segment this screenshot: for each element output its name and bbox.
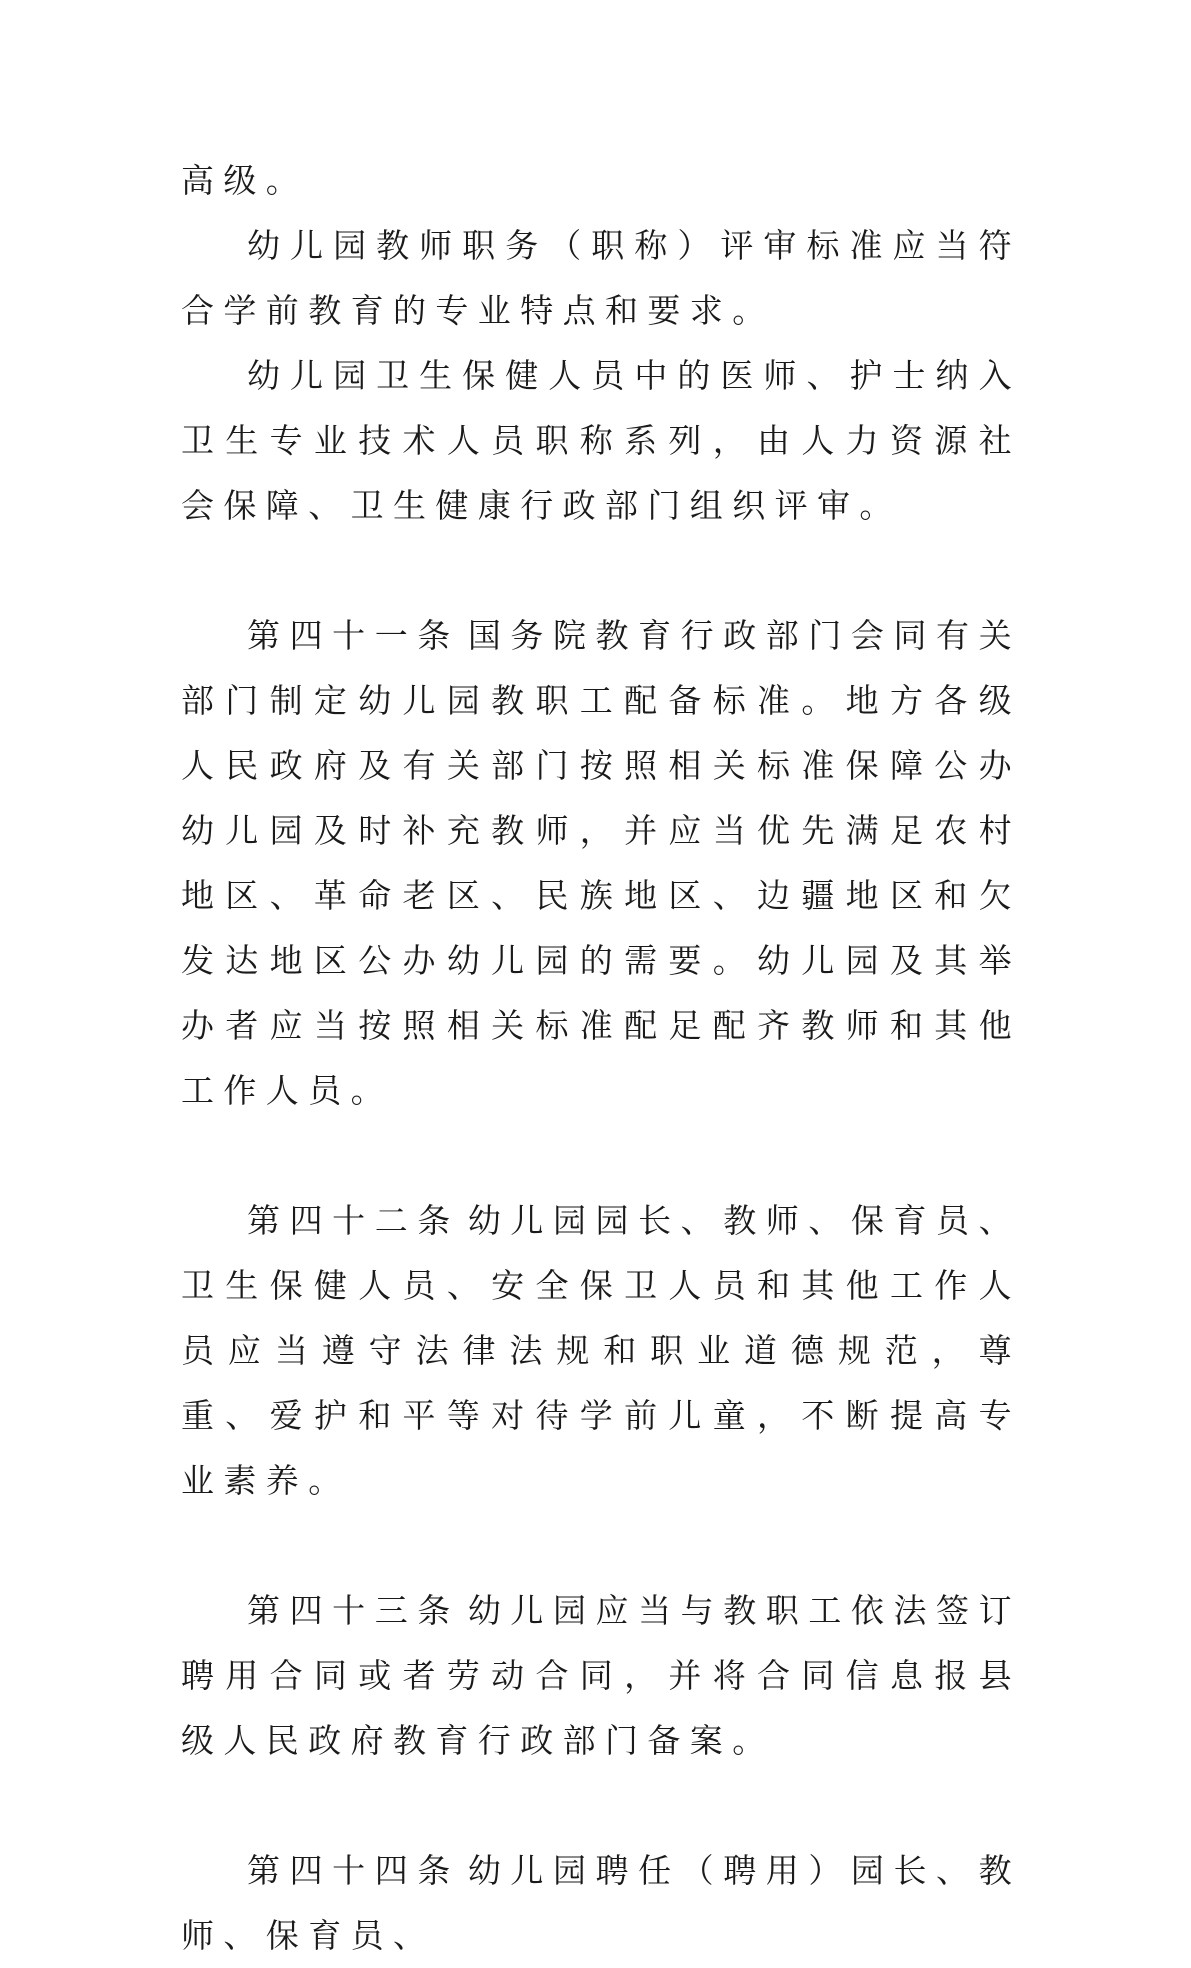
paragraph-continuation xyxy=(181,148,1021,213)
article-text: 幼儿园应当与教职工依法签订聘用合同或者劳动合同，并将合同信息报县级人民政府教育行政部门备案。 xyxy=(181,1591,1022,1760)
paragraph-health-staff xyxy=(181,343,1021,538)
paragraph-text: 高级。 xyxy=(181,161,309,200)
article-43 xyxy=(181,1578,1021,1773)
article-text: 幼儿园园长、教师、保育员、卫生保健人员、安全保卫人员和其他工作人员应当遵守法律法规和职业道德规范，尊重、爱护和平等对待学前儿童，不断提高专业素养。 xyxy=(181,1201,1022,1500)
article-label: 第四十四条 xyxy=(247,1851,460,1890)
paragraph-title-review-standard xyxy=(181,213,1021,343)
article-text: 国务院教育行政部门会同有关部门制定幼儿园教职工配备标准。地方各级人民政府及有关部门按照相关标准保障公办幼儿园及时补充教师，并应当优先满足农村地区、革命老区、民族地区、边疆地区和欠发达地区公办幼儿园的需要。幼儿园及其举办者应当按照相关标准配足配齐教师和其他工作人员。 xyxy=(181,616,1022,1110)
paragraph-text: 幼儿园卫生保健人员中的医师、护士纳入卫生专业技术人员职称系列，由人力资源社会保障、卫生健康行政部门组织评审。 xyxy=(181,356,1021,525)
paragraph-text: 幼儿园教师职务（职称）评审标准应当符合学前教育的专业特点和要求。 xyxy=(181,226,1021,330)
article-label: 第四十三条 xyxy=(247,1591,460,1630)
article-label: 第四十一条 xyxy=(247,616,460,655)
article-41 xyxy=(181,603,1021,1123)
document-body xyxy=(181,148,1021,1968)
article-label: 第四十二条 xyxy=(247,1201,460,1240)
article-42 xyxy=(181,1188,1021,1513)
article-44 xyxy=(181,1838,1021,1968)
article-text: 幼儿园聘任（聘用）园长、教师、保育员、 xyxy=(181,1851,1022,1955)
